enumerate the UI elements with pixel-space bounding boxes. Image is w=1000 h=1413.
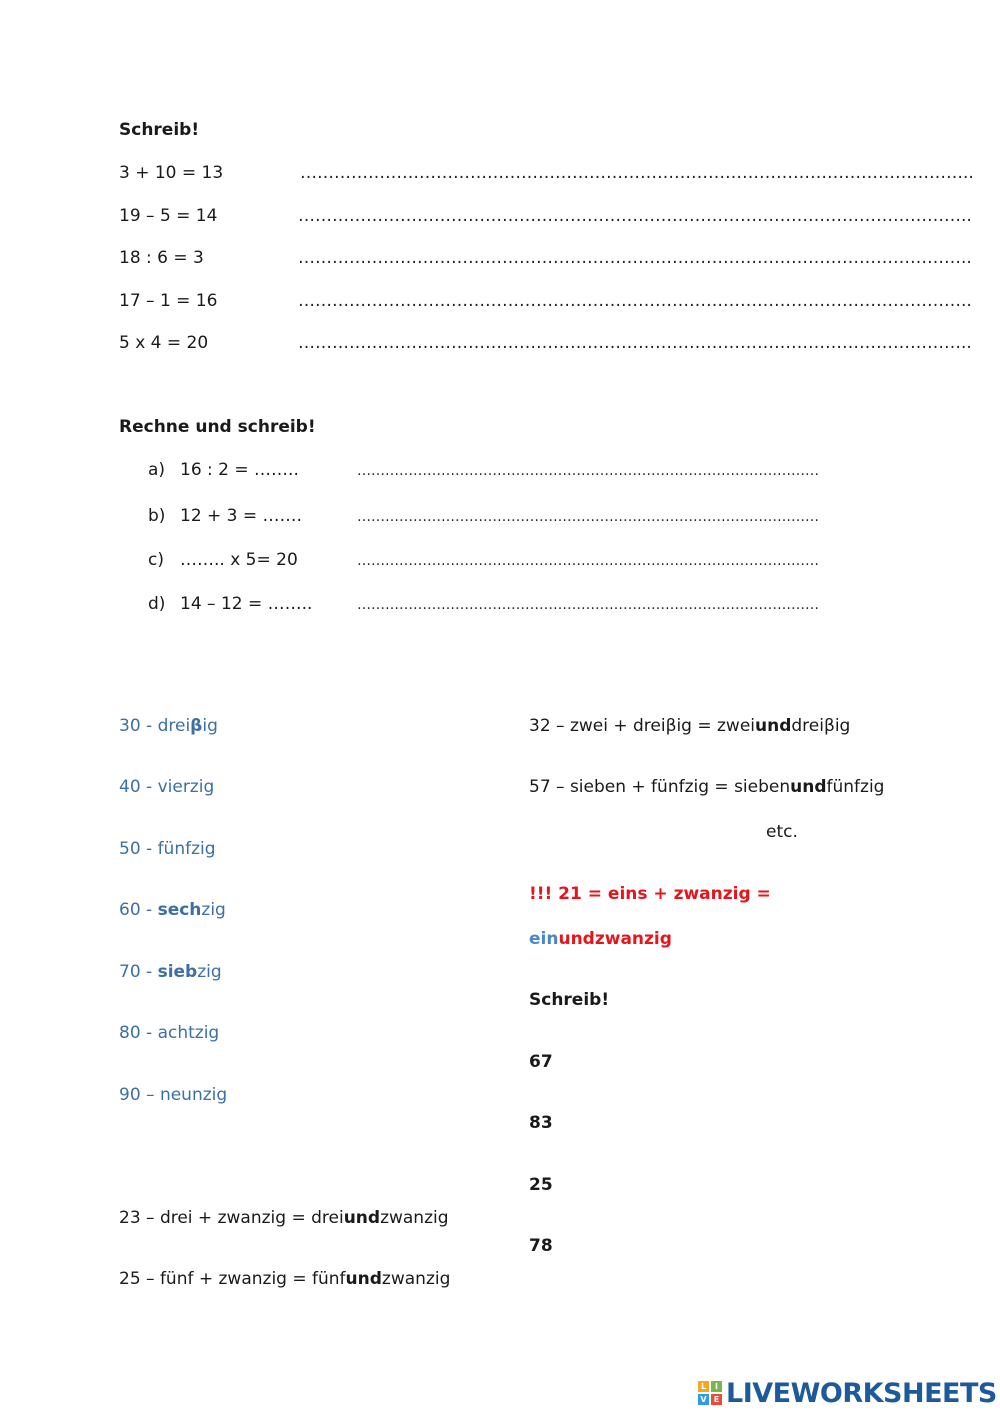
logo-tile: V xyxy=(698,1394,709,1405)
task-letter-d: d) xyxy=(148,594,166,614)
tens-70: 70 - siebzig xyxy=(119,962,222,982)
task-b: 12 + 3 = ……. xyxy=(180,506,302,526)
logo-tile: E xyxy=(711,1394,722,1405)
liveworksheets-logo xyxy=(698,1378,997,1408)
note-line-1: !!! 21 = eins + zwanzig = xyxy=(529,884,771,904)
write-number-25: 25 xyxy=(529,1175,553,1195)
answer-line-4[interactable]: ……………………………………………………………………………………………………….. xyxy=(298,291,972,311)
answer-line-d[interactable]: ……………………………………………………………………………………… xyxy=(357,597,819,613)
tens-60: 60 - sechzig xyxy=(119,900,226,920)
write-number-78: 78 xyxy=(529,1236,553,1256)
write-number-67: 67 xyxy=(529,1052,553,1072)
write-number-83: 83 xyxy=(529,1113,553,1133)
logo-tiles-icon xyxy=(698,1381,722,1405)
equation-1: 3 + 10 = 13 xyxy=(119,163,224,183)
logo-text: LIVEWORKSHEETS xyxy=(726,1377,997,1409)
task-a: 16 : 2 = …….. xyxy=(180,460,299,480)
example-23: 23 – drei + zwanzig = dreiundzwanzig xyxy=(119,1208,449,1228)
example-57: 57 – sieben + fünfzig = siebenundfünfzig xyxy=(529,777,885,797)
tens-30: 30 - dreiβig xyxy=(119,716,218,736)
task-c: …….. x 5= 20 xyxy=(180,550,298,570)
section1-title: Schreib! xyxy=(119,120,200,140)
equation-4: 17 – 1 = 16 xyxy=(119,291,218,311)
logo-tile: I xyxy=(711,1381,722,1392)
tens-80: 80 - achtzig xyxy=(119,1023,220,1043)
answer-line-1[interactable]: ……………………………………………………………………………………………………….. xyxy=(300,163,974,183)
logo-tile: L xyxy=(698,1381,709,1392)
tens-90: 90 – neunzig xyxy=(119,1085,228,1105)
answer-line-a[interactable]: ……………………………………………………………………………………… xyxy=(357,463,819,479)
tens-50: 50 - fünfzig xyxy=(119,839,216,859)
example-32: 32 – zwei + dreiβig = zweiunddreiβig xyxy=(529,716,851,736)
note-line-2: einundzwanzig xyxy=(529,929,672,949)
task-letter-c: c) xyxy=(148,550,164,570)
answer-line-b[interactable]: ……………………………………………………………………………………… xyxy=(357,509,819,525)
section2-title: Rechne und schreib! xyxy=(119,417,316,437)
answer-line-3[interactable]: ……………………………………………………………………………………………………….. xyxy=(298,248,972,268)
section3-title: Schreib! xyxy=(529,990,610,1010)
task-d: 14 – 12 = …….. xyxy=(180,594,313,614)
answer-line-2[interactable]: ……………………………………………………………………………………………………….. xyxy=(298,206,972,226)
etc-label: etc. xyxy=(766,822,798,842)
answer-line-5[interactable]: ……………………………………………………………………………………………………….. xyxy=(298,333,972,353)
task-letter-b: b) xyxy=(148,506,166,526)
equation-2: 19 – 5 = 14 xyxy=(119,206,218,226)
equation-3: 18 : 6 = 3 xyxy=(119,248,204,268)
equation-5: 5 x 4 = 20 xyxy=(119,333,209,353)
task-letter-a: a) xyxy=(148,460,166,480)
tens-40: 40 - vierzig xyxy=(119,777,215,797)
example-25: 25 – fünf + zwanzig = fünfundzwanzig xyxy=(119,1269,451,1289)
answer-line-c[interactable]: ……………………………………………………………………………………… xyxy=(357,553,819,569)
